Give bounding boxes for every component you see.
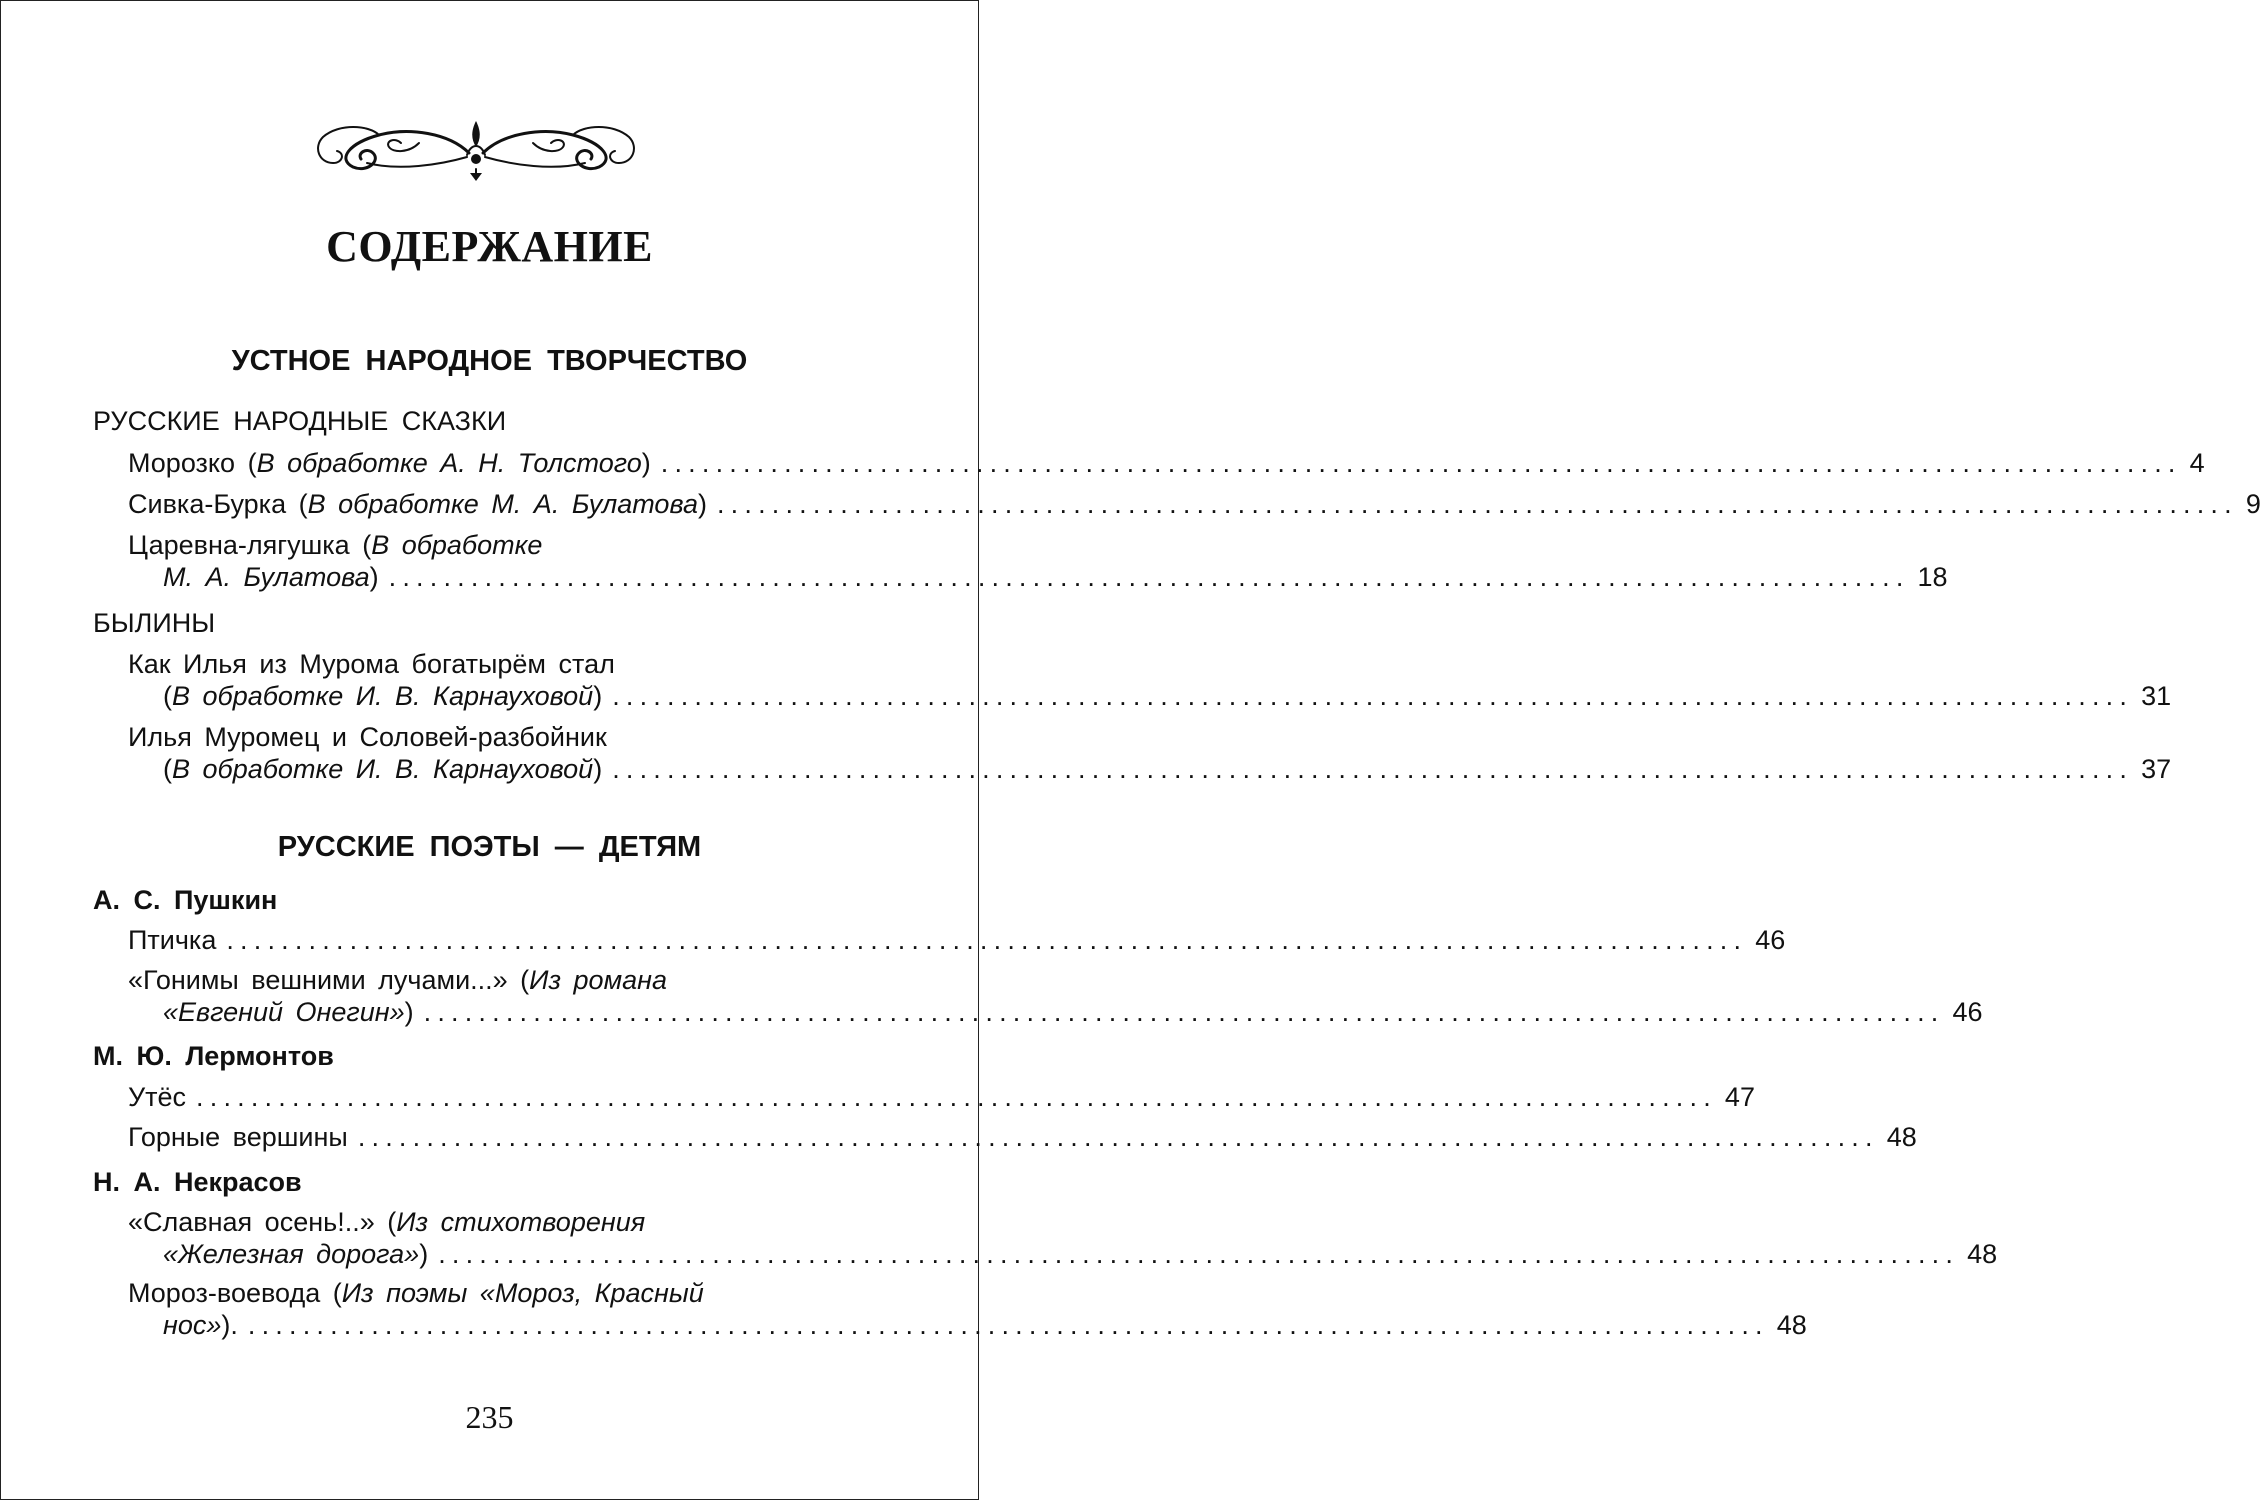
toc-entry-line[interactable]: «Гонимы вешними лучами...» (Из романа [128,965,667,995]
group-heading-fairy-tales: РУССКИЕ НАРОДНЫЕ СКАЗКИ [93,406,507,436]
leader-dots: ............................................................................................................... [660,448,2182,478]
toc-entry-continuation[interactable]: М. А. Булатова) ............................................................................................................... 18 [163,562,1948,592]
entry-page: 31 [2141,681,2172,711]
toc-entry[interactable] [128,1122,1917,1153]
entry-title: Морозко [128,448,236,478]
leader-dots: ............................................................................................................... [612,754,2134,784]
leader-dots: ............................................................................................................... [196,1082,1717,1112]
toc-entry[interactable] [128,1082,1755,1113]
toc-entry-line[interactable]: «Славная осень!..» (Из стихотворения [128,1207,646,1237]
toc-entry-continuation[interactable]: (В обработке И. В. Карнауховой) ............................................................................................................... 31 [163,681,2172,711]
leader-dots: ............................................................................................................... [423,997,1945,1027]
page-title: СОДЕРЖАНИЕ [326,222,653,271]
entry-note: Из романа [529,965,667,995]
entry-page: 46 [1755,925,1786,955]
leader-dots: ............................................................................................................... [438,1239,1960,1269]
leader-dots: ............................................................................................................... [226,925,1748,955]
entry-note: В обработке И. В. Карнауховой [172,681,594,711]
entry-title: Как Илья из Мурома богатырём стал [128,649,615,679]
entry-note: В обработке А. Н. Толстого [256,448,642,478]
entry-note: М. А. Булатова [163,562,370,592]
toc-entry-continuation[interactable]: «Евгений Онегин») ............................................................................................................... 46 [163,997,1983,1027]
toc-entry-line[interactable] [128,649,858,680]
entry-title: Царевна-лягушка [128,530,350,560]
section-heading-folk: УСТНОЕ НАРОДНОЕ ТВОРЧЕСТВО [231,345,748,377]
toc-entry-continuation[interactable]: (В обработке И. В. Карнауховой) ............................................................................................................... 37 [163,754,2172,784]
author-heading: М. Ю. Лермонтов [93,1041,334,1071]
entry-note: нос» [163,1310,222,1340]
entry-page: 46 [1952,997,1983,1027]
page-number: 235 [465,1399,514,1435]
entry-title: Горные вершины [128,1122,348,1152]
toc-entry-line[interactable]: Мороз-воевода (Из поэмы «Мороз, Красный [128,1278,704,1308]
leader-dots: ............................................................................................................... [388,562,1910,592]
entry-page: 9 [2245,489,2261,519]
entry-note: «Железная дорога» [163,1239,420,1269]
entry-note: В обработке М. А. Булатова [307,489,698,519]
entry-title: «Гонимы вешними лучами...» [128,965,508,995]
section-heading-poets: РУССКИЕ ПОЭТЫ — ДЕТЯМ [277,831,702,863]
entry-note: В обработке И. В. Карнауховой [172,754,594,784]
toc-entry-line[interactable] [128,722,858,753]
entry-page: 47 [1724,1082,1755,1112]
decorative-flourish-icon [309,113,643,183]
entry-page: 48 [1886,1122,1917,1152]
toc-entry[interactable]: Сивка-Бурка (В обработке М. А. Булатова) ............................................................................................................... 9 [128,489,2261,519]
leader-dots: ............................................................................................................... [716,489,2238,519]
entry-page: 37 [2141,754,2172,784]
leader-dots: ............................................................................................................... [357,1122,1879,1152]
entry-page: 48 [1967,1239,1998,1269]
leader-dots: ............................................................................................................... [612,681,2134,711]
entry-title: Мороз-воевода [128,1278,321,1308]
toc-entry-continuation[interactable]: нос»). ............................................................................................................... 48 [163,1310,1807,1340]
entry-note: Из стихотворения [396,1207,646,1237]
toc-entry[interactable]: Морозко (В обработке А. Н. Толстого) ............................................................................................................... 4 [128,448,2205,478]
entry-note: «Евгений Онегин» [163,997,405,1027]
entry-title: Илья Муромец и Соловей-разбойник [128,722,607,752]
author-heading: А. С. Пушкин [93,885,278,915]
entry-note: Из поэмы «Мороз, Красный [341,1278,704,1308]
toc-entry-line[interactable]: Царевна-лягушка (В обработке [128,530,543,560]
entry-title: Сивка-Бурка [128,489,287,519]
entry-note: В обработке [371,530,543,560]
leader-dots: ............................................................................................................... [247,1310,1769,1340]
toc-entry[interactable] [128,925,1786,956]
entry-title: Птичка [128,925,217,955]
entry-title: Утёс [128,1082,187,1112]
author-heading: Н. А. Некрасов [93,1167,302,1197]
entry-page: 4 [2189,448,2205,478]
entry-title: «Славная осень!..» [128,1207,375,1237]
group-heading-byliny: БЫЛИНЫ [93,608,216,638]
toc-entry-continuation[interactable]: «Железная дорога») ............................................................................................................... 48 [163,1239,1998,1269]
entry-page: 18 [1917,562,1948,592]
entry-page: 48 [1776,1310,1807,1340]
